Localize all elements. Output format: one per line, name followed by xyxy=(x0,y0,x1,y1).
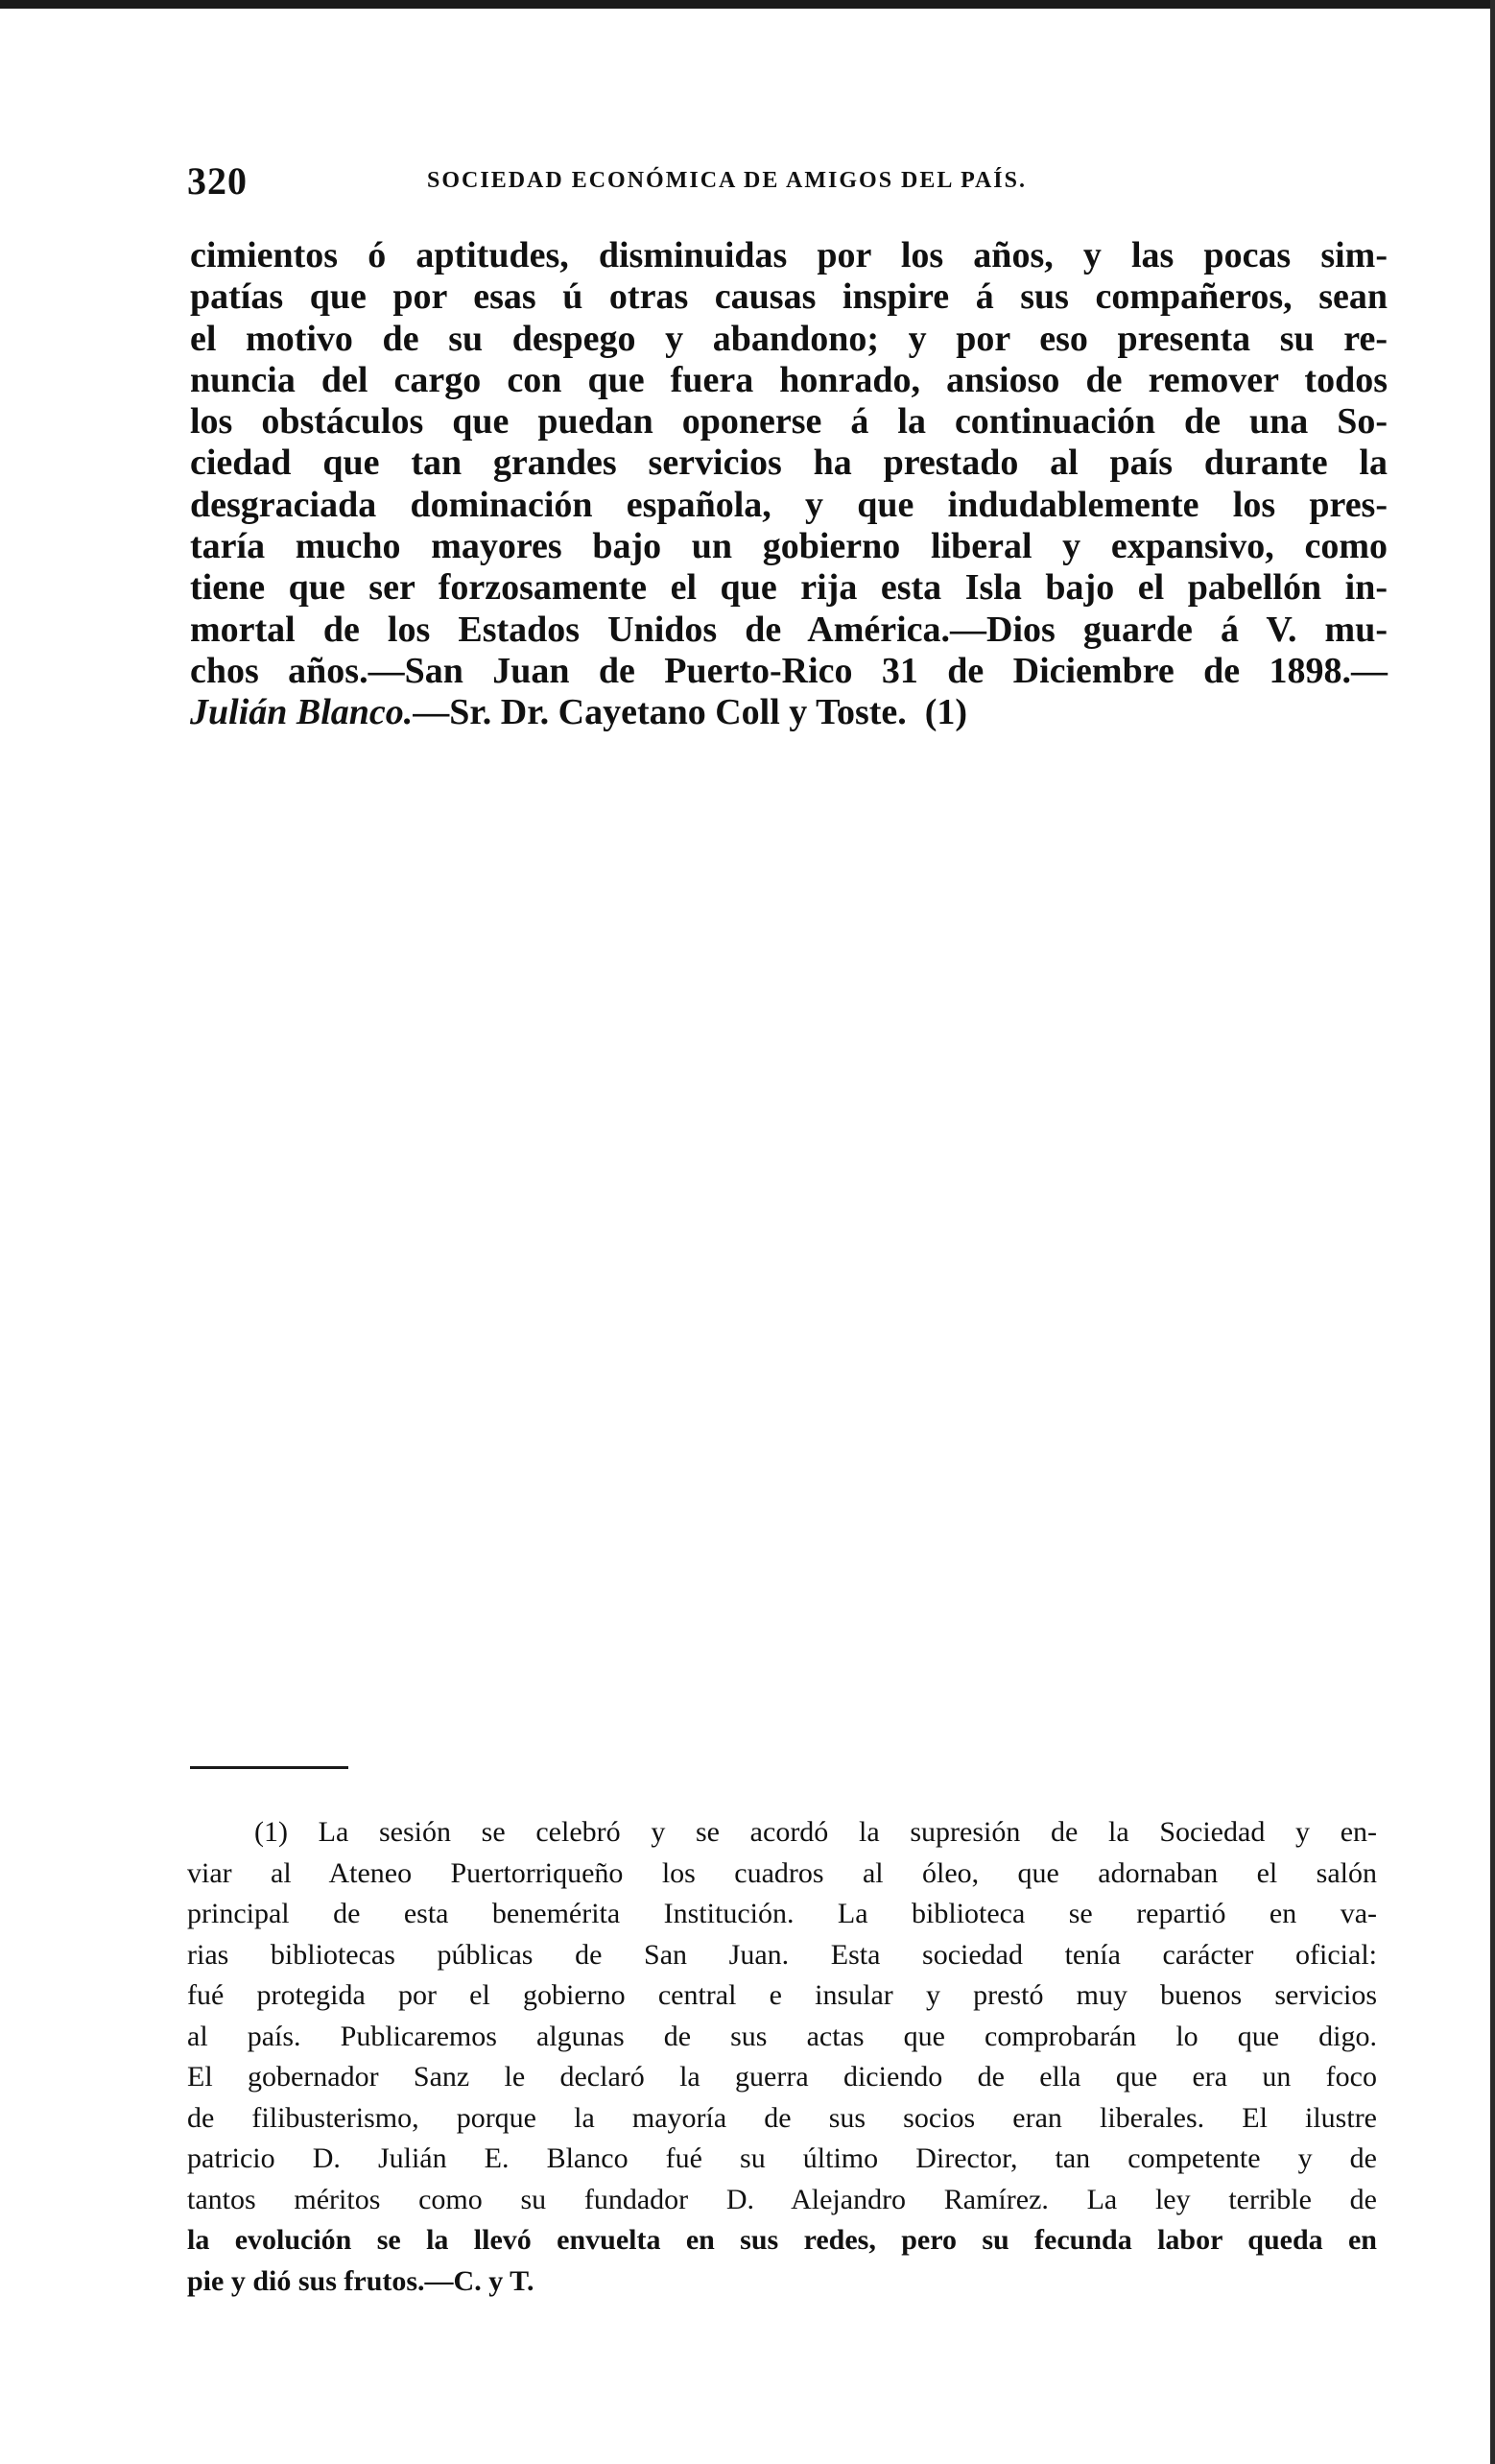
page-top-edge xyxy=(0,0,1495,9)
footnote-last-line: pie y dió sus frutos.—C. y T. xyxy=(187,2264,534,2297)
signature-name: Julián Blanco. xyxy=(190,692,414,733)
footnote-line: principal de esta benemérita Institución. La biblioteca se repartió en va- xyxy=(187,1898,1377,1929)
footnote-line: viar al Ateneo Puertorriqueño los cuadros al óleo, que adornaban el salón xyxy=(187,1856,1377,1889)
footnote-reference: (1) xyxy=(924,692,968,733)
body-line: mortal de los Estados Unidos de América.—Dios guarde á V. mu- xyxy=(190,609,1388,650)
footnote-divider xyxy=(190,1766,348,1769)
running-head xyxy=(187,158,1387,206)
footnote-line: de filibusterismo, porque la mayoría de sus socios eran liberales. El ilustre xyxy=(187,2101,1377,2134)
footnote-line: patricio D. Julián E. Blanco fué su último Director, tan competente y de xyxy=(187,2142,1377,2174)
addressee: —Sr. Dr. Cayetano Coll y Toste. xyxy=(413,692,907,733)
body-line: tiene que ser forzosamente el que rija esta Isla bajo el pabellón in- xyxy=(190,567,1388,609)
footnote-line: fué protegida por el gobierno central e insular y prestó muy buenos servicios xyxy=(187,1979,1377,2011)
footnote-line: la evolución se la llevó envuelta en sus redes, pero su fecunda labor queda en xyxy=(187,2224,1377,2256)
footnote-line: al país. Publicaremos algunas de sus actas que comprobarán lo que digo. xyxy=(187,2020,1377,2052)
page-right-edge xyxy=(1490,0,1495,2464)
footnote-line: tantos méritos como su fundador D. Alejandro Ramírez. La ley terrible de xyxy=(187,2183,1377,2215)
footnote-line: (1) La sesión se celebró y se acordó la supresión de la Sociedad y en- xyxy=(254,1816,1377,1848)
running-head-title: SOCIEDAD ECONÓMICA DE AMIGOS DEL PAÍS. xyxy=(427,168,1027,193)
body-line: desgraciada dominación española, y que indudablemente los pres- xyxy=(190,484,1388,525)
body-text xyxy=(190,235,1388,734)
body-line: patías que por esas ú otras causas inspire á sus compañeros, sean xyxy=(190,276,1388,318)
body-line: el motivo de su despego y abandono; y por eso presenta su re- xyxy=(190,318,1388,359)
body-line: nuncia del cargo con que fuera honrado, ansioso de remover todos xyxy=(190,359,1388,400)
signature-line xyxy=(190,692,1388,733)
footnote xyxy=(187,1812,1377,2302)
body-line: los obstáculos que puedan oponerse á la continuación de una So- xyxy=(190,401,1388,443)
page-number: 320 xyxy=(187,159,248,203)
footnote-line: El gobernador Sanz le declaró la guerra diciendo de ella que era un foco xyxy=(187,2061,1377,2093)
body-line: chos años.—San Juan de Puerto-Rico 31 de Diciembre de 1898.— xyxy=(190,650,1388,691)
body-line: cimientos ó aptitudes, disminuidas por los años, y las pocas sim- xyxy=(190,235,1388,275)
body-line: taría mucho mayores bajo un gobierno liberal y expansivo, como xyxy=(190,526,1388,567)
footnote-line: rias bibliotecas públicas de San Juan. Esta sociedad tenía carácter oficial: xyxy=(187,1938,1377,1971)
body-line: ciedad que tan grandes servicios ha prestado al país durante la xyxy=(190,443,1388,484)
